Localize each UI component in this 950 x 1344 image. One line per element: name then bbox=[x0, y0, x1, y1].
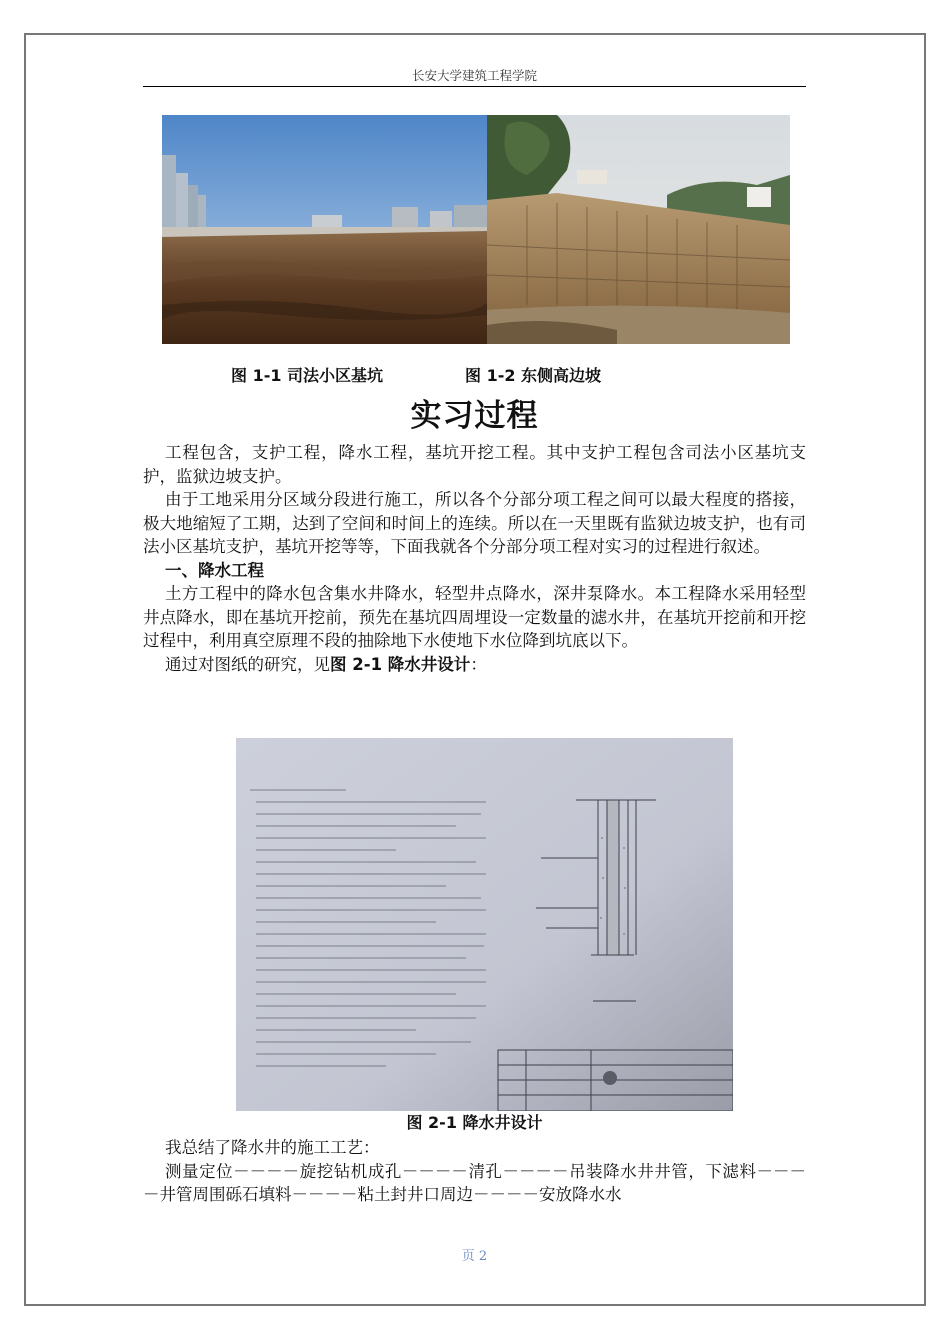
paragraph-3: 土方工程中的降水包含集水井降水，轻型井点降水，深井泵降水。本工程降水采用轻型井点降水，即在基坑开挖前，预先在基坑四周埋设一定数量的滤水井，在基坑开挖前和开挖过程中，利用真空原理不段的抽除地下水使地下水位降到坑底以下。 bbox=[143, 584, 806, 650]
paragraph-4-figure-ref: 图 2-1 降水井设计 bbox=[330, 654, 471, 674]
paragraph-6: 测量定位－－－－旋挖钻机成孔－－－－清孔－－－－吊装降水井井管，下滤料－－－－井管周围砾石填料－－－－粘土封井口周边－－－－安放降水水 bbox=[143, 1161, 806, 1204]
photo-foundation-pit bbox=[162, 115, 487, 344]
section-title: 实习过程 bbox=[410, 398, 539, 434]
paragraph-5: 我总结了降水井的施工工艺： bbox=[165, 1138, 380, 1157]
figure-2-1-caption: 图 2-1 降水井设计 bbox=[406, 1113, 543, 1132]
heading-dewatering: 一、降水工程 bbox=[165, 560, 264, 580]
body-text-continued bbox=[143, 1136, 806, 1207]
paragraph-1: 工程包含，支护工程，降水工程，基坑开挖工程。其中支护工程包含司法小区基坑支护，监狱边坡支护。 bbox=[143, 443, 806, 486]
photo-east-slope bbox=[487, 115, 790, 344]
figure-1-2-caption: 图 1-2 东侧高边坡 bbox=[465, 366, 602, 385]
figure-1-1-caption: 图 1-1 司法小区基坑 bbox=[231, 366, 384, 385]
page-header: 长安大学建筑工程学院 bbox=[143, 66, 806, 87]
body-text bbox=[143, 441, 806, 676]
paragraph-2: 由于工地采用分区域分段进行施工，所以各个分部分项工程之间可以最大程度的搭接，极大地缩短了工期，达到了空间和时间上的连续。所以在一天里既有监狱边坡支护，也有司法小区基坑支护，基坑开挖等等，下面我就各个分部分项工程对实习的过程进行叙述。 bbox=[143, 490, 806, 556]
page-number: 页 2 bbox=[461, 1249, 488, 1264]
paragraph-4 bbox=[143, 653, 806, 677]
paragraph-4-suffix: ： bbox=[470, 654, 487, 674]
dewatering-well-drawing bbox=[236, 738, 733, 1111]
paragraph-4-prefix: 通过对图纸的研究，见 bbox=[165, 654, 330, 674]
